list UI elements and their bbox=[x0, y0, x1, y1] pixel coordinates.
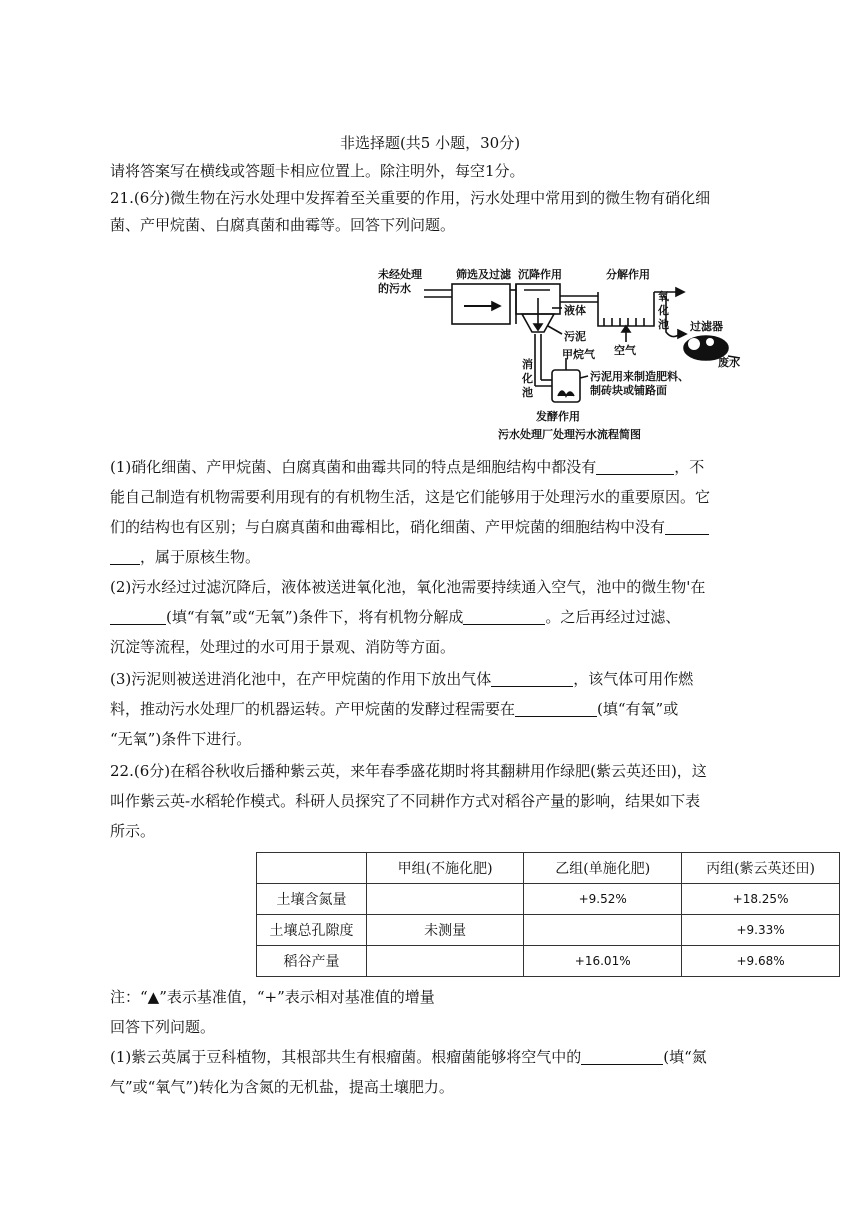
table-cell: +9.52% bbox=[524, 884, 682, 915]
label-settling: 沉降作用 bbox=[518, 268, 562, 281]
instruction-text: 请将答案写在横线或答题卡相应位置上。除注明外，每空1分。 bbox=[110, 162, 525, 180]
q21-p2-line1: (2)污水经过过滤沉降后，液体被送进氧化池，氧化池需要持续通入空气，池中的微生物'在 bbox=[110, 578, 706, 596]
q21-p2-text-a: (填“有氧”或“无氧”)条件下，将有机物分解成 bbox=[166, 608, 464, 626]
answer-blank[interactable] bbox=[491, 670, 573, 687]
table-cell: +16.01% bbox=[524, 946, 682, 977]
table-cell: 土壤含氮量 bbox=[257, 884, 367, 915]
q21-p3-text-b: ，该气体可用作燃 bbox=[573, 670, 694, 688]
q21-p3-line2 bbox=[110, 698, 750, 720]
answer-blank[interactable] bbox=[110, 548, 140, 565]
label-sludge: 污泥 bbox=[564, 330, 586, 343]
label-untreated-b: 的污水 bbox=[378, 282, 411, 295]
table-cell: +18.25% bbox=[682, 884, 840, 915]
q21-p2-text-b: 。之后再经过过滤、 bbox=[545, 608, 681, 626]
label-digestion-2: 化 bbox=[522, 372, 533, 385]
table-cell: 稻谷产量 bbox=[257, 946, 367, 977]
table-row bbox=[257, 946, 840, 977]
answer-blank[interactable] bbox=[665, 518, 709, 535]
q21-p2-line2 bbox=[110, 606, 750, 628]
q21-p3-text-c: 料，推动污水处理厂的机器运转。产甲烷菌的发酵过程需要在 bbox=[110, 700, 516, 718]
label-decomposition: 分解作用 bbox=[606, 268, 650, 281]
wastewater-flow-diagram bbox=[372, 262, 750, 442]
label-screening: 筛选及过滤 bbox=[456, 268, 511, 281]
q21-intro-line1: 21.(6分)微生物在污水处理中发挥着至关重要的作用，污水处理中常用到的微生物有硝化细 bbox=[110, 189, 711, 207]
label-liquid: 液体 bbox=[564, 304, 586, 317]
q21-p1-line1 bbox=[110, 456, 750, 478]
table-header-cell: 甲组(不施化肥) bbox=[366, 853, 523, 884]
label-oxidation-3: 池 bbox=[658, 318, 669, 331]
label-sludge-use-a: 污泥用来制造肥料、 bbox=[590, 370, 689, 383]
table-header-cell: 乙组(单施化肥) bbox=[524, 853, 682, 884]
q21-p1-text-b: ，不 bbox=[674, 458, 705, 476]
table-cell: +9.33% bbox=[682, 915, 840, 946]
label-methane: 甲烷气 bbox=[562, 348, 595, 361]
answer-blank[interactable] bbox=[463, 608, 545, 625]
table-header-row bbox=[257, 853, 840, 884]
answer-blank[interactable] bbox=[581, 1048, 663, 1065]
q22-p1-text-b: (填“氮 bbox=[663, 1048, 707, 1066]
q21-p1-line4 bbox=[110, 546, 750, 568]
answer-blank[interactable] bbox=[596, 458, 674, 475]
q21-p1-line2: 能自己制造有机物需要利用现有的有机物生活，这是它们能够用于处理污水的重要原因。它 bbox=[110, 488, 711, 506]
table-cell bbox=[366, 884, 523, 915]
q21-p1-text-a: (1)硝化细菌、产甲烷菌、白腐真菌和曲霉共同的特点是细胞结构中都没有 bbox=[110, 458, 597, 476]
label-filter: 过滤器 bbox=[690, 320, 723, 333]
q21-p1-text-c: 们的结构也有区别；与白腐真菌和曲霉相比，硝化细菌、产甲烷菌的细胞结构中没有 bbox=[110, 518, 666, 536]
q22-p1-line2: 气”或“氧气”)转化为含氮的无机盐，提高土壤肥力。 bbox=[110, 1078, 454, 1096]
label-air: 空气 bbox=[614, 344, 636, 357]
answer-blank[interactable] bbox=[110, 608, 166, 625]
label-wastewater: 废水 bbox=[718, 356, 740, 369]
q21-intro-line2: 菌、产甲烷菌、白腐真菌和曲霉等。回答下列问题。 bbox=[110, 216, 456, 234]
table-row bbox=[257, 915, 840, 946]
q22-intro-line1: 22.(6分)在稻谷秋收后播种紫云英，来年春季盛花期时将其翻耕用作绿肥(紫云英还田)，这 bbox=[110, 762, 707, 780]
label-untreated-a: 未经处理 bbox=[378, 268, 422, 281]
table-note: 注：“▲”表示基准值，“+”表示相对基准值的增量 bbox=[110, 988, 435, 1006]
q21-p1-text-d: ，属于原核生物。 bbox=[140, 548, 261, 566]
q21-p3-text-d: (填“有氧”或 bbox=[597, 700, 679, 718]
q21-p3-text-a: (3)污泥则被送进消化池中，在产甲烷菌的作用下放出气体 bbox=[110, 670, 492, 688]
label-oxidation-1: 氧 bbox=[658, 290, 669, 303]
label-digestion-3: 池 bbox=[522, 386, 533, 399]
table-cell: +9.68% bbox=[682, 946, 840, 977]
q21-p1-line3 bbox=[110, 516, 750, 538]
table-cell bbox=[524, 915, 682, 946]
q21-p3-line1 bbox=[110, 668, 750, 690]
q22-intro-line2: 叫作紫云英-水稻轮作模式。科研人员探究了不同耕作方式对稻谷产量的影响，结果如下表 bbox=[110, 792, 701, 810]
table-cell: 土壤总孔隙度 bbox=[257, 915, 367, 946]
q21-p3-line3: “无氧”)条件下进行。 bbox=[110, 730, 252, 748]
answer-blank[interactable] bbox=[515, 700, 597, 717]
table-header-cell bbox=[257, 853, 367, 884]
label-digestion-1: 消 bbox=[522, 358, 533, 371]
table-cell bbox=[366, 946, 523, 977]
q22-p1-line1 bbox=[110, 1046, 750, 1068]
section-title: 非选择题(共5 小题，30分) bbox=[339, 134, 521, 152]
table-header-cell: 丙组(紫云英还田) bbox=[682, 853, 840, 884]
label-fermentation: 发酵作用 bbox=[536, 410, 580, 423]
q22-prompt: 回答下列问题。 bbox=[110, 1018, 216, 1036]
table-row bbox=[257, 884, 840, 915]
table-cell: 未测量 bbox=[366, 915, 523, 946]
label-oxidation-2: 化 bbox=[658, 304, 669, 317]
diagram-caption: 污水处理厂处理污水流程简图 bbox=[498, 428, 641, 441]
label-sludge-use-b: 制砖块或铺路面 bbox=[590, 384, 667, 397]
q22-p1-text-a: (1)紫云英属于豆科植物，其根部共生有根瘤菌。根瘤菌能够将空气中的 bbox=[110, 1048, 582, 1066]
q22-intro-line3: 所示。 bbox=[110, 822, 156, 840]
results-table bbox=[256, 852, 840, 977]
q21-p2-line3: 沉淀等流程，处理过的水可用于景观、消防等方面。 bbox=[110, 638, 456, 656]
